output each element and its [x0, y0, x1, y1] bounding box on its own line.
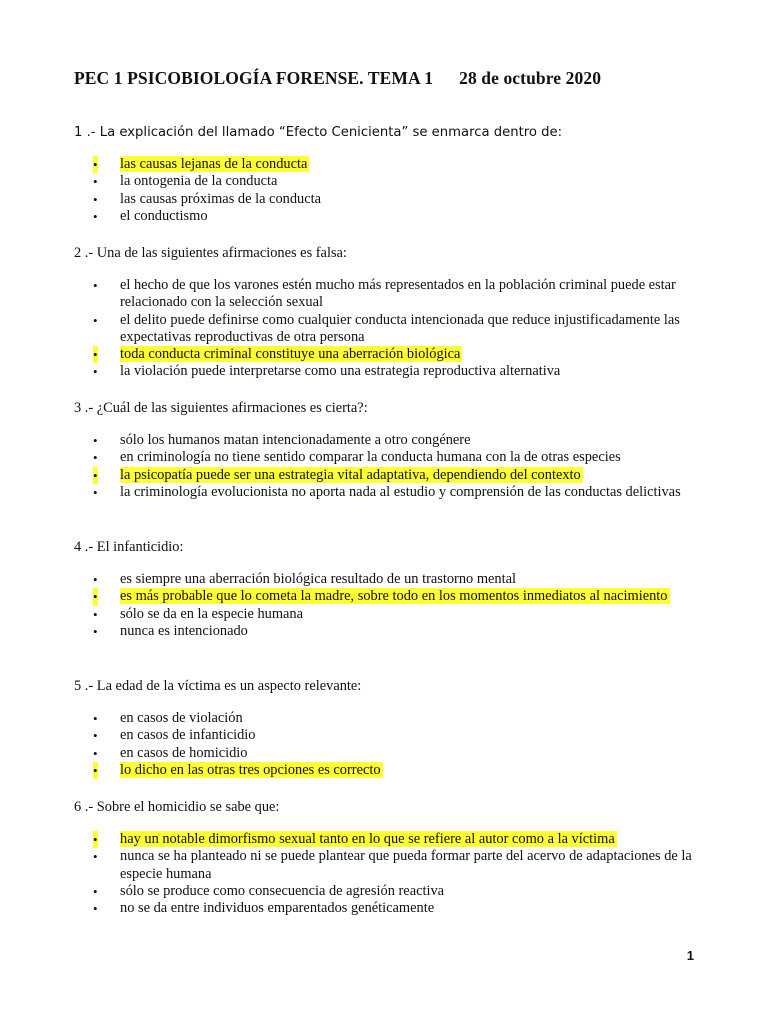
option-item: • la psicopatía puede ser una estrategia vital adaptativa, dependiendo del contexto: [93, 466, 581, 483]
bullet-icon: •: [93, 208, 98, 224]
options-list: [74, 156, 714, 225]
document-title: [74, 68, 601, 89]
option-item: • la criminología evolucionista no aporta nada al estudio y comprensión de las conductas delictivas: [93, 483, 681, 500]
title-text: PEC 1 PSICOBIOLOGÍA FORENSE. TEMA 1: [74, 68, 434, 88]
bullet-icon: •: [93, 484, 98, 500]
bullet-icon: •: [93, 901, 98, 917]
question-text: 3 .- ¿Cuál de las siguientes afirmaciones es cierta?:: [74, 400, 368, 416]
options-list: [74, 571, 714, 640]
page-number: 1: [686, 948, 694, 963]
question-text: 4 .- El infanticidio:: [74, 539, 184, 555]
options-list: [74, 710, 714, 779]
bullet-icon: •: [93, 606, 98, 622]
option-item: • nunca se ha planteado ni se puede plantear que pueda formar parte del acervo de adaptaciones de la especie humana: [93, 848, 692, 882]
question-text: 6 .- Sobre el homicidio se sabe que:: [74, 799, 280, 815]
question-3: [74, 399, 714, 501]
question-text: 1 .- La explicación del llamado “Efecto Cenicienta” se enmarca dentro de:: [74, 125, 563, 140]
bullet-icon: •: [93, 312, 98, 328]
bullet-icon: •: [93, 364, 98, 380]
option-item: • nunca es intencionado: [93, 622, 248, 639]
bullet-icon: •: [93, 157, 98, 172]
question-2: [74, 244, 714, 381]
question-text: 2 .- Una de las siguientes afirmaciones es falsa:: [74, 245, 347, 261]
option-item: • en casos de infanticidio: [93, 727, 256, 744]
bullet-icon: •: [93, 433, 98, 448]
bullet-icon: •: [93, 832, 98, 847]
option-item: • el hecho de que los varones estén mucho más representados en la población criminal puede estar relacionado con la selección sexual: [93, 277, 676, 311]
option-item: • es más probable que lo cometa la madre, sobre todo en los momentos inmediatos al nacimiento: [93, 588, 668, 605]
bullet-icon: •: [93, 467, 98, 483]
bullet-icon: •: [93, 589, 98, 605]
option-item: • la ontogenia de la conducta: [93, 173, 278, 190]
option-item: • lo dicho en las otras tres opciones es correcto: [93, 761, 381, 778]
option-item: • sólo los humanos matan intencionadamente a otro congénere: [93, 432, 471, 448]
option-item: • toda conducta criminal constituye una aberración biológica: [93, 346, 461, 363]
bullet-icon: •: [93, 450, 98, 466]
bullet-icon: •: [93, 278, 98, 293]
bullet-icon: •: [93, 347, 98, 363]
option-item: • la violación puede interpretarse como una estrategia reproductiva alternativa: [93, 363, 561, 380]
options-list: [74, 277, 714, 381]
option-item: • sólo se da en la especie humana: [93, 605, 304, 622]
option-item: • en casos de violación: [93, 710, 243, 726]
option-item: • el delito puede definirse como cualquier conducta intencionada que reduce injustificadamente las expectativas reproductivas de otra persona: [93, 311, 680, 345]
option-item: • hay un notable dimorfismo sexual tanto en lo que se refiere al autor como a la víctima: [93, 831, 615, 847]
question-5: [74, 677, 714, 779]
option-item: • sólo se produce como consecuencia de agresión reactiva: [93, 882, 445, 899]
bullet-icon: •: [93, 745, 98, 761]
options-list: [74, 831, 714, 917]
question-text: 5 .- La edad de la víctima es un aspecto relevante:: [74, 678, 362, 694]
question-1: [74, 124, 714, 225]
bullet-icon: •: [93, 623, 98, 639]
option-item: • en casos de homicidio: [93, 744, 248, 761]
option-item: • las causas próximas de la conducta: [93, 190, 321, 207]
title-date: 28 de octubre 2020: [459, 68, 602, 88]
option-item: • no se da entre individuos emparentados genéticamente: [93, 900, 435, 917]
option-item: • en criminología no tiene sentido comparar la conducta humana con la de otras especies: [93, 449, 621, 466]
bullet-icon: •: [93, 572, 98, 587]
question-4: [74, 538, 714, 640]
question-6: [74, 798, 714, 917]
option-item: • las causas lejanas de la conducta: [93, 156, 308, 172]
bullet-icon: •: [93, 849, 98, 865]
bullet-icon: •: [93, 728, 98, 744]
bullet-icon: •: [93, 711, 98, 726]
options-list: [74, 432, 714, 501]
bullet-icon: •: [93, 174, 98, 190]
bullet-icon: •: [93, 191, 98, 207]
bullet-icon: •: [93, 762, 98, 778]
option-item: • el conductismo: [93, 207, 208, 224]
bullet-icon: •: [93, 883, 98, 899]
option-item: • es siempre una aberración biológica resultado de un trastorno mental: [93, 571, 517, 587]
